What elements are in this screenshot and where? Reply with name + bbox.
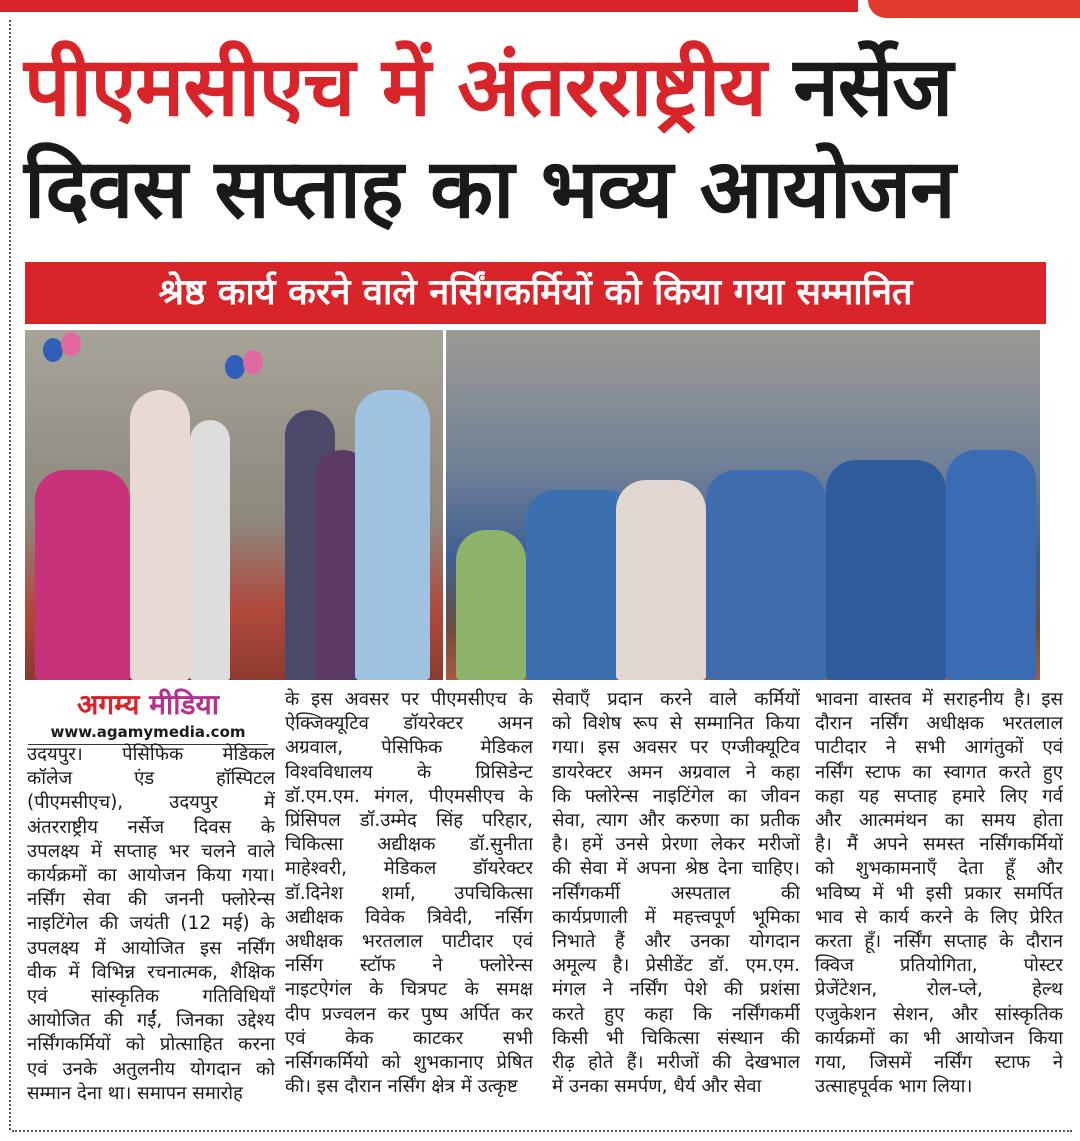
article-line: नर्सिगकर्मियो को शुभकानाए प्रेषित bbox=[285, 1052, 533, 1074]
article-line: प्रिंसिपल डॉ.उम्मेद सिंह परिहार, bbox=[285, 810, 533, 832]
article-line: नाइटऐगंल के चित्रपट के समक्ष bbox=[285, 979, 533, 1001]
article-line: की। इस दौरान नर्सिंग क्षेत्र में उत्कृष्ट bbox=[285, 1076, 518, 1098]
headline-black-text: नर्सेज bbox=[793, 40, 953, 135]
article-line: नर्सिंगकर्मियों को प्रोत्साहित करना bbox=[27, 1034, 275, 1056]
article-line: डायरेक्टर अमन अग्रवाल ने कहा bbox=[552, 761, 800, 783]
article-line: उत्साहपूर्वक भाग लिया। bbox=[815, 1076, 973, 1098]
bottom-dotted-border bbox=[12, 1130, 1072, 1132]
article-line: में उनका समर्पण, धैर्य और सेवा bbox=[552, 1076, 762, 1098]
article-line: सम्मान देना था। समापन समारोह bbox=[27, 1082, 243, 1104]
article-line: किसी भी चिकित्सा संस्थान की bbox=[552, 1027, 800, 1049]
headline-line-1 bbox=[24, 38, 1054, 138]
article-line: कि फ्लोरेन्स नाइटिंगेल का जीवन bbox=[552, 785, 800, 807]
article-line: कार्यप्रणाली में महत्त्वपूर्ण भूमिका bbox=[552, 906, 800, 928]
article-line: अग्रवाल, पेसिफिक मेडिकल bbox=[285, 737, 533, 759]
article-line: दौरान नर्सिंग अधीक्षक भरतलाल bbox=[815, 713, 1063, 735]
logo-title-part2: मीडिया bbox=[149, 688, 219, 721]
article-line: उपलक्ष्य में सप्ताह भर चलने वाले bbox=[27, 840, 275, 862]
article-line: करते हुए कहा कि नर्सिंगकर्मी bbox=[552, 1003, 800, 1025]
article-line: रीढ़ होते हैं। मरीजों की देखभाल bbox=[552, 1052, 800, 1074]
article-line: कहा यह सप्ताह हमारे लिए गर्व bbox=[815, 785, 1063, 807]
article-line: (पीएमसीएच), उदयपुर में bbox=[27, 792, 275, 814]
agamy-media-logo bbox=[28, 688, 268, 745]
article-line: एवं सांस्कृतिक गतिविधियाँ bbox=[27, 986, 275, 1008]
article-line: क्विज प्रतियोगिता, पोस्टर bbox=[815, 955, 1063, 977]
article-line: माहेश्वरी, मेडिकल डॉयरेक्टर bbox=[285, 858, 533, 880]
article-line: अंतरराष्ट्रीय नर्सेज दिवस के bbox=[27, 816, 275, 838]
article-line: आयोजित की गईं, जिनका उद्देश्य bbox=[27, 1010, 275, 1032]
top-red-bar bbox=[0, 0, 858, 12]
logo-title bbox=[28, 688, 268, 722]
photo-group-nursing-staff bbox=[446, 330, 1040, 680]
article-line: और आत्ममंथन का समय होता bbox=[815, 810, 1063, 832]
photo-lamp-lighting-ceremony bbox=[25, 330, 443, 680]
logo-url: www.agamymedia.com bbox=[28, 722, 268, 745]
headline-line-2: दिवस सप्ताह का भव्य आयोजन bbox=[24, 142, 955, 237]
article-column-2 bbox=[285, 688, 533, 1099]
article-line: डॉ.दिनेश शर्मा, उपचिकित्सा bbox=[285, 882, 533, 904]
article-line: चिकित्सा अद्यीक्षक डॉ.सुनीता bbox=[285, 834, 533, 856]
logo-title-part1: अगम्य bbox=[77, 688, 140, 721]
article-line: नर्सिग स्टॉफ ने फ्लोरेन्स bbox=[285, 955, 533, 977]
article-line: एवं उनके अतुलनीय योगदान को bbox=[27, 1058, 275, 1080]
article-column-3 bbox=[552, 688, 800, 1099]
article-line: कार्यक्रमों का भी आयोजन किया bbox=[815, 1027, 1063, 1049]
article-line: दीप प्रज्वलन कर पुष्प अर्पित कर bbox=[285, 1003, 533, 1025]
article-line: अद्यीक्षक विवेक त्रिवेदी, नर्सिग bbox=[285, 906, 533, 928]
article-line: नर्सिंग स्टाफ का स्वागत करते हुए bbox=[815, 761, 1063, 783]
article-line: नर्सिंगकर्मी अस्पताल की bbox=[552, 882, 800, 904]
article-line: नाइटिंगेल की जयंती (12 मई) के bbox=[27, 913, 275, 935]
article-line: अमूल्य है। प्रेसीडेंट डॉ. एम.एम. bbox=[552, 955, 800, 977]
article-line: नर्सिंग सेवा की जननी फ्लोरेन्स bbox=[27, 889, 275, 911]
article-line: भाव से कार्य करने के लिए प्रेरित bbox=[815, 906, 1063, 928]
article-line: ऐक्जिक्यूटिव डॉयरेक्टर अमन bbox=[285, 713, 533, 735]
article-line: को विशेष रूप से सम्मानित किया bbox=[552, 713, 800, 735]
article-line: एवं केक काटकर सभी bbox=[285, 1027, 533, 1049]
headline-red-text: पीएमसीएच में अंतरराष्ट्रीय bbox=[24, 40, 766, 135]
article-line: गया। इस अवसर पर एग्जीक्यूटिव bbox=[552, 737, 800, 759]
left-dotted-border bbox=[9, 20, 11, 1130]
article-line: विश्वविधालय के प्रिसिडेन्ट bbox=[285, 761, 533, 783]
article-line: की सेवा में अपना श्रेष्ठ देना चाहिए। bbox=[552, 858, 800, 880]
article-line: है। मैं अपने समस्त नर्सिंगकर्मियों bbox=[815, 834, 1063, 856]
article-line: गया, जिसमें नर्सिंग स्टाफ ने bbox=[815, 1052, 1063, 1074]
article-line: कॉलेज एंड हॉस्पिटल bbox=[27, 768, 275, 790]
article-line: कार्यक्रमों का आयोजन किया गया। bbox=[27, 865, 275, 887]
article-line: है। हमें उनसे प्रेरणा लेकर मरीजों bbox=[552, 834, 800, 856]
article-line: उदयपुर। पेसिफिक मेडिकल bbox=[27, 744, 275, 765]
article-line: पाटीदार ने सभी आगंतुकों एवं bbox=[815, 737, 1063, 759]
subheadline-banner: श्रेष्ठ कार्य करने वाले नर्सिंगकर्मियों को किया गया सम्मानित bbox=[25, 262, 1046, 324]
article-line: उपलक्ष्य में आयोजित इस नर्सिंग bbox=[27, 937, 275, 959]
article-column-4 bbox=[815, 688, 1063, 1099]
article-line: मंगल ने नर्सिंग पेशे की प्रशंसा bbox=[552, 979, 800, 1001]
article-line: प्रेजेंटेशन, रोल-प्ले, हेल्थ bbox=[815, 979, 1063, 1001]
top-corner-decoration bbox=[868, 0, 1080, 18]
article-line: डॉ.एम.एम. मंगल, पीएमसीएच के bbox=[285, 785, 533, 807]
article-line: करता हूँ। नर्सिंग सप्ताह के दौरान bbox=[815, 931, 1063, 953]
article-line: निभाते हैं और उनका योगदान bbox=[552, 931, 800, 953]
article-line: वीक में विभिन्न रचनात्मक, शैक्षिक bbox=[27, 961, 275, 983]
article-line: सेवा, त्याग और करुणा का प्रतीक bbox=[552, 810, 800, 832]
article-line: भावना वास्तव में सराहनीय है। इस bbox=[815, 689, 1063, 710]
article-line: को शुभकामनाएँ देता हूँ और bbox=[815, 858, 1063, 880]
article-line: एजुकेशन सेशन, और सांस्कृतिक bbox=[815, 1003, 1063, 1025]
article-column-1 bbox=[27, 743, 275, 1106]
article-line: के इस अवसर पर पीएमसीएच के bbox=[285, 689, 533, 710]
article-line: सेवाएँ प्रदान करने वाले कर्मियों bbox=[552, 689, 800, 710]
article-line: अधीक्षक भरतलाल पाटीदार एवं bbox=[285, 931, 533, 953]
article-line: भविष्य में भी इसी प्रकार समर्पित bbox=[815, 882, 1063, 904]
